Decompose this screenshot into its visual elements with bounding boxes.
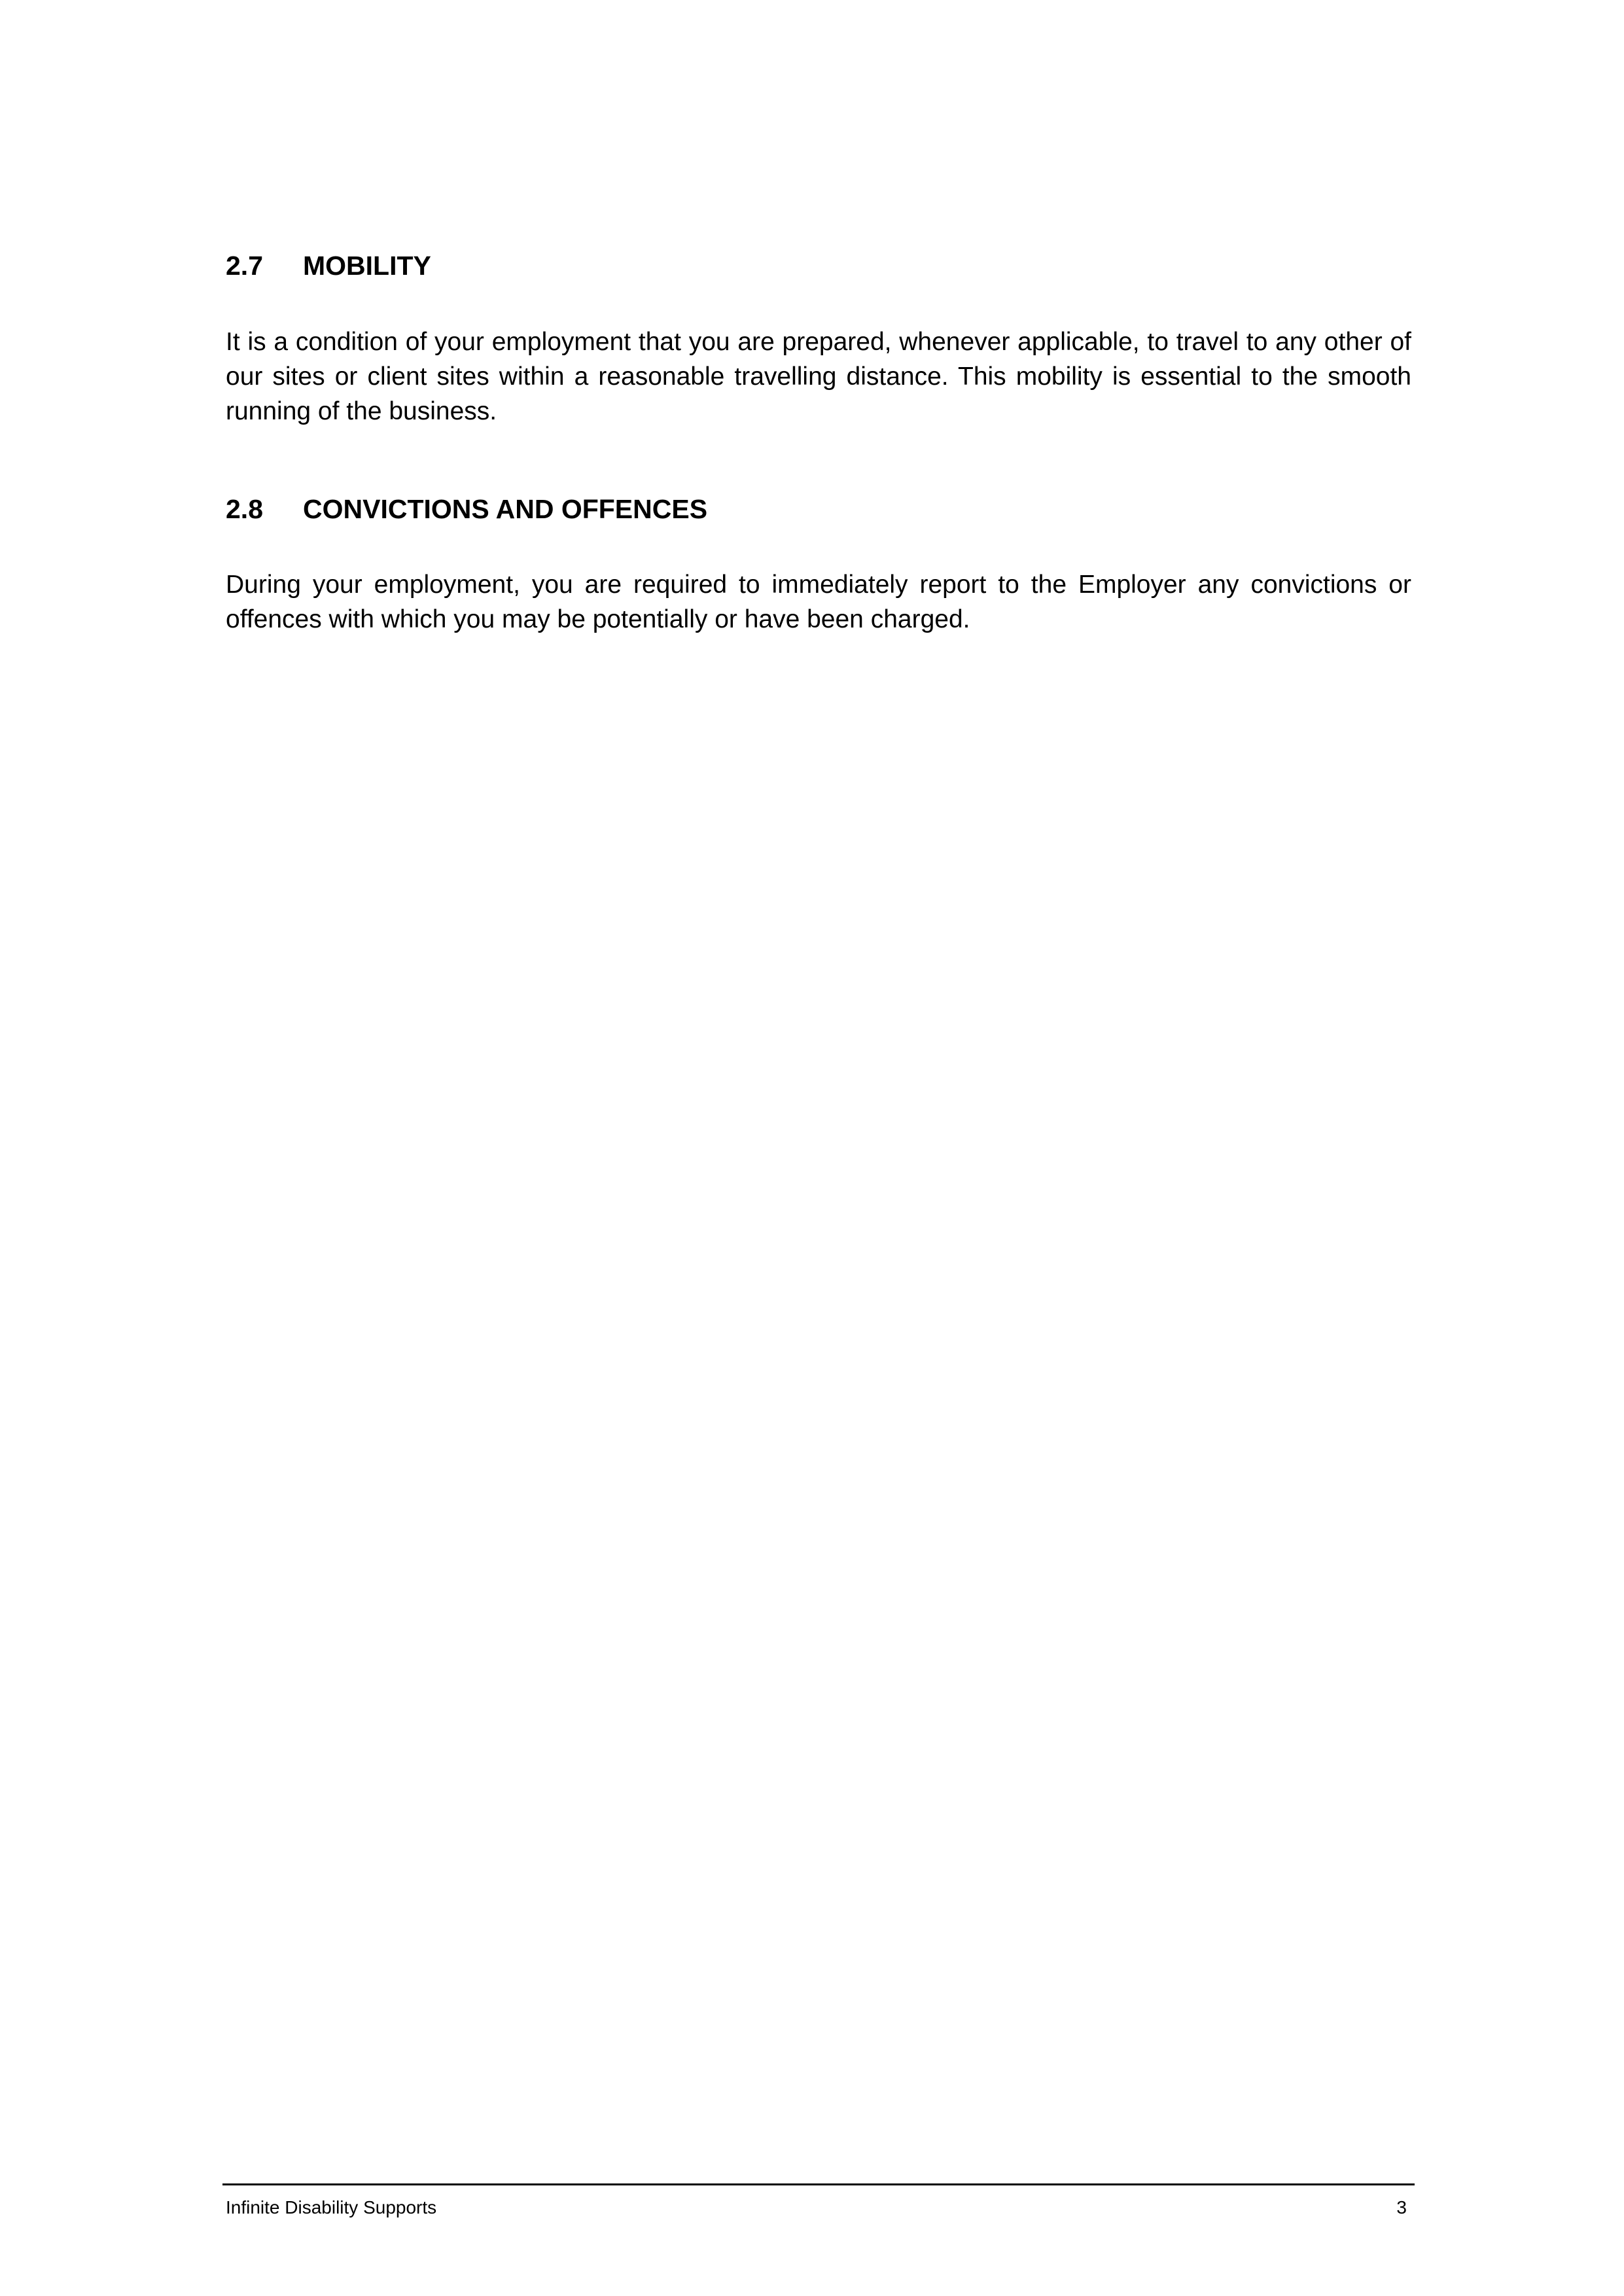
section-title: MOBILITY [303, 251, 431, 281]
section-paragraph-convictions: During your employment, you are required to immediately report to the Employer any convictions or offences with which you may be potentially or have been charged. [226, 571, 1411, 633]
section-number: 2.8 [226, 494, 263, 524]
section-number: 2.7 [226, 251, 263, 281]
footer-page-number: 3 [1396, 2197, 1407, 2217]
section-heading-mobility [226, 249, 431, 283]
section-paragraph-mobility: It is a condition of your employment that you are prepared, whenever applicable, to travel to any other of our sites or client sites within a reasonable travelling distance. This mobility is essential to the smooth running of the business. [226, 328, 1411, 425]
footer-organization: Infinite Disability Supports [226, 2197, 437, 2217]
footer-divider [222, 2183, 1415, 2185]
section-heading-convictions [226, 492, 707, 526]
section-title: CONVICTIONS AND OFFENCES [303, 494, 708, 524]
